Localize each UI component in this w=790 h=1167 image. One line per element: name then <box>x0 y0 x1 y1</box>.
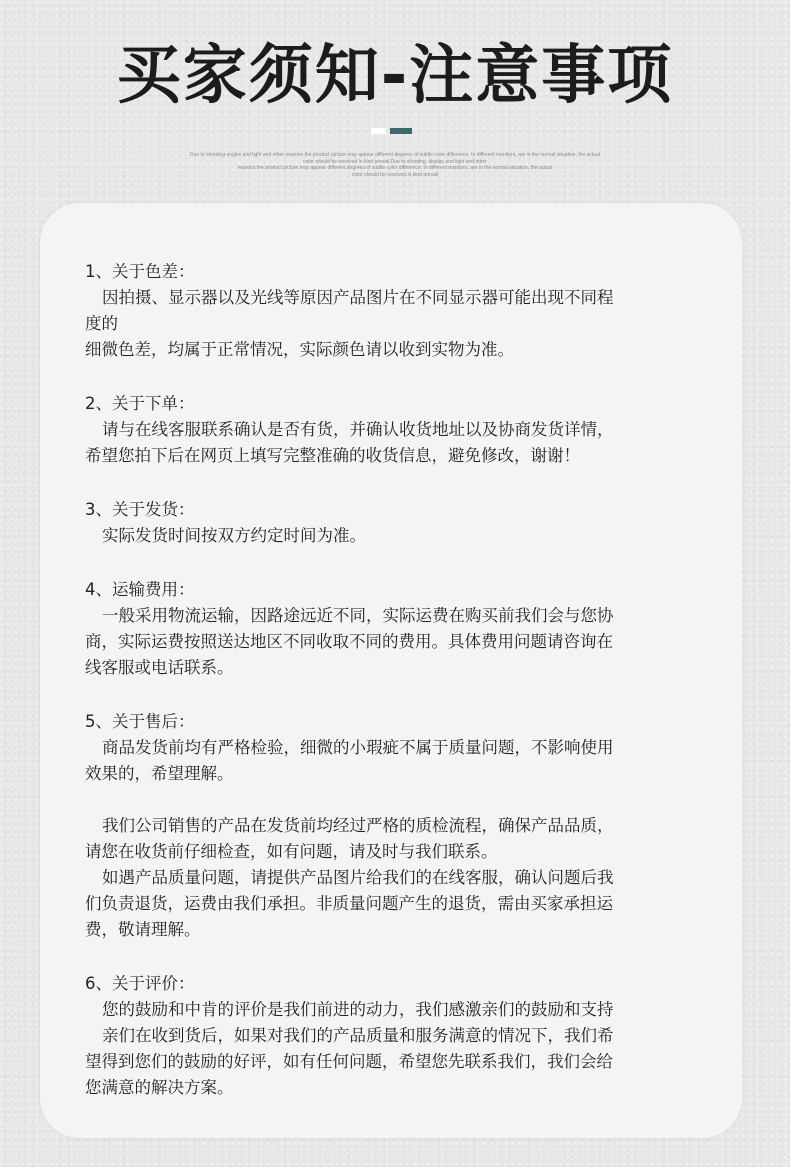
section-text: 您的鼓励和中肯的评价是我们前进的动力，我们感激亲们的鼓励和支持 <box>102 1000 614 1019</box>
section-text: 请您在收货前仔细检查，如有问题，请及时与我们联系。 <box>85 842 498 861</box>
section-text: 望得到您们的鼓励的好评，如有任何问题，希望您先联系我们，我们会给 <box>85 1052 613 1071</box>
section-text: 亲们在收到货后，如果对我们的产品质量和服务满意的情况下，我们希 <box>102 1026 614 1045</box>
section-text: 我们公司销售的产品在发货前均经过严格的质检流程，确保产品品质， <box>102 816 614 835</box>
section-text: 如遇产品质量问题，请提供产品图片给我们的在线客服，确认问题后我 <box>102 868 614 887</box>
section-heading: 6、关于评价： <box>85 974 195 993</box>
section-text: 们负责退货，运费由我们承担。非质量问题产生的退货，需由买家承担运 <box>85 894 613 913</box>
section-text: 费，敬请理解。 <box>85 920 201 939</box>
section-text: 商，实际运费按照送达地区不同收取不同的费用。具体费用问题请咨询在 <box>85 632 613 651</box>
title-accent-light <box>371 128 386 134</box>
section-text: 度的 <box>85 314 118 333</box>
section-text: 细微色差，均属于正常情况，实际颜色请以收到实物为准。 <box>85 340 514 359</box>
fine-print-line: reasons the product picture may appear different degrees of subtle color difference. In different monitors, are in the normal situation, the actual <box>237 165 553 171</box>
section-reviews <box>85 971 700 1101</box>
section-text: 效果的，希望理解。 <box>85 764 234 783</box>
section-heading: 1、关于色差： <box>85 262 195 281</box>
section-text: 商品发货前均有严格检验，细微的小瑕疵不属于质量问题，不影响使用 <box>102 738 614 757</box>
section-text: 您满意的解决方案。 <box>85 1078 234 1097</box>
section-heading: 3、关于发货： <box>85 500 195 519</box>
after-sales-extra <box>85 813 700 943</box>
section-text: 实际发货时间按双方约定时间为准。 <box>102 526 366 545</box>
fine-print-line: Due to shooting angles and light and other reasons the product picture may appear different degrees of subtle color difference. In different monitors, are in the normal situation, the actual <box>190 152 600 158</box>
section-color-difference <box>85 259 700 363</box>
section-after-sales <box>85 709 700 943</box>
fine-print <box>170 152 620 178</box>
section-heading: 4、运输费用： <box>85 580 195 599</box>
title-accent-dark <box>390 128 412 134</box>
section-shipping <box>85 497 700 549</box>
section-ordering <box>85 391 700 469</box>
section-shipping-fees <box>85 577 700 681</box>
fine-print-line: color should be received in kind prevail <box>351 171 439 178</box>
page-title: 买家须知-注意事项 <box>116 39 674 113</box>
section-heading: 5、关于售后： <box>85 712 195 731</box>
notice-content <box>85 259 700 1129</box>
section-text: 希望您拍下后在网页上填写完整准确的收货信息，避免修改，谢谢！ <box>85 446 580 465</box>
section-text: 请与在线客服联系确认是否有货，并确认收货地址以及协商发货详情， <box>102 420 614 439</box>
section-text: 因拍摄、显示器以及光线等原因产品图片在不同显示器可能出现不同程 <box>102 288 614 307</box>
section-text: 一般采用物流运输，因路途远近不同，实际运费在购买前我们会与您协 <box>102 606 614 625</box>
section-heading: 2、关于下单： <box>85 394 195 413</box>
section-text: 线客服或电话联系。 <box>85 658 234 677</box>
fine-print-line: color should be received in kind prevail.Due to shooting, display and light and other <box>303 158 487 165</box>
